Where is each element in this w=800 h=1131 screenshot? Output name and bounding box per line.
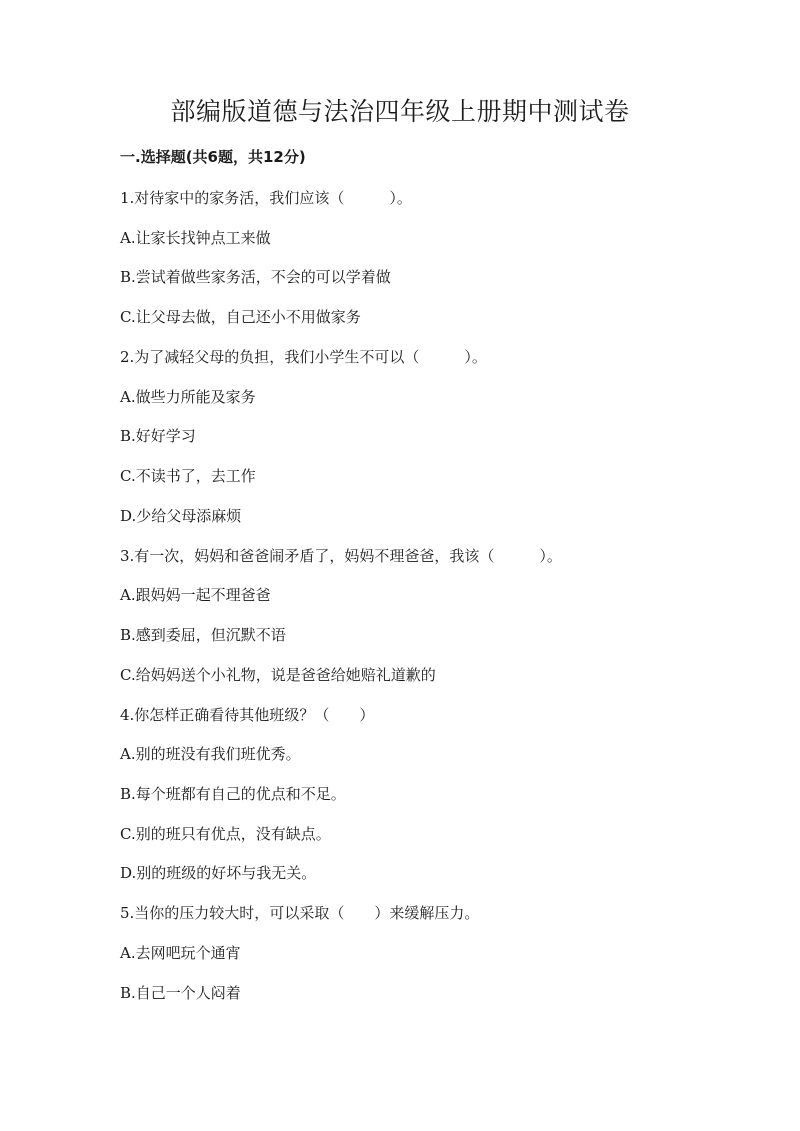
- q2-option-a: A.做些力所能及家务: [120, 388, 256, 406]
- page-title: 部编版道德与法治四年级上册期中测试卷: [170, 97, 630, 126]
- q3-option-a: A.跟妈妈一起不理爸爸: [120, 586, 271, 604]
- question-5: 5.当你的压力较大时，可以采取（ ）来缓解压力。: [120, 904, 480, 922]
- q3-option-b: B.感到委屈，但沉默不语: [120, 626, 286, 644]
- q4-option-c: C.别的班只有优点，没有缺点。: [120, 825, 331, 843]
- q1-option-c: C.让父母去做，自己还小不用做家务: [120, 308, 361, 326]
- q2-option-d: D.少给父母添麻烦: [120, 507, 242, 525]
- q4-option-a: A.别的班没有我们班优秀。: [120, 745, 301, 763]
- q4-option-b: B.每个班都有自己的优点和不足。: [120, 785, 346, 803]
- section-heading: 一.选择题(共6题，共12分): [120, 148, 306, 166]
- q2-option-c: C.不读书了，去工作: [120, 467, 256, 485]
- question-3: 3.有一次，妈妈和爸爸闹矛盾了，妈妈不理爸爸，我该（ ）。: [120, 547, 562, 565]
- q5-option-a: A.去网吧玩个通宵: [120, 944, 241, 962]
- question-2: 2.为了减轻父母的负担，我们小学生不可以（ ）。: [120, 348, 487, 366]
- q1-option-b: B.尝试着做些家务活，不会的可以学着做: [120, 268, 391, 286]
- q5-option-b: B.自己一个人闷着: [120, 984, 241, 1002]
- q2-option-b: B.好好学习: [120, 427, 196, 445]
- question-4: 4.你怎样正确看待其他班级？（ ）: [120, 706, 375, 724]
- question-1: 1.对待家中的家务活，我们应该（ ）。: [120, 189, 412, 207]
- q1-option-a: A.让家长找钟点工来做: [120, 229, 271, 247]
- q3-option-c: C.给妈妈送个小礼物，说是爸爸给她赔礼道歉的: [120, 666, 436, 684]
- q4-option-d: D.别的班级的好坏与我无关。: [120, 864, 317, 882]
